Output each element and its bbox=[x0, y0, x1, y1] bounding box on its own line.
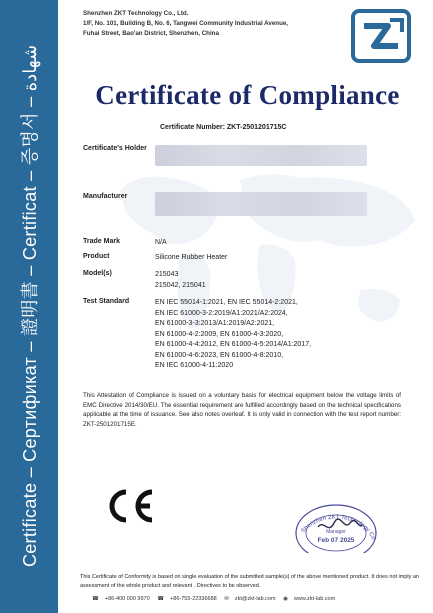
standard-item: EN IEC 61000-4-11:2020 bbox=[155, 362, 234, 369]
svg-text:Shenzhen ZKT Technology Co.: Shenzhen ZKT Technology Co bbox=[300, 514, 377, 541]
globe-icon: ◉ bbox=[283, 596, 288, 602]
issuer-header bbox=[83, 9, 343, 39]
models-label: Model(s) bbox=[83, 270, 112, 277]
models-line-1: 215043 bbox=[155, 271, 179, 278]
standard-item: EN IEC 55014-1:2021, EN IEC 55014-2:2021, bbox=[155, 299, 298, 306]
manufacturer-label: Manufacturer bbox=[83, 193, 128, 200]
standard-item: EN 61000-3-3:2013/A1:2019/A2:2021, bbox=[155, 320, 275, 327]
footer-contact bbox=[92, 596, 422, 602]
company-logo-icon bbox=[350, 8, 412, 64]
side-banner bbox=[0, 0, 58, 613]
models-value bbox=[155, 270, 206, 291]
attestation-paragraph: This Attestation of Compliance is issued on a voluntary basis for electrical equipment below the voltage limits of EMC Directive 2014/30/EU. The essential requirement are fulfilled accordingly based on the technical specifications applicable at the time of issuance. See also notes overleaf. It is only valid in connection with the test report number: ZKT-2501201715E. bbox=[83, 392, 401, 428]
footer-email[interactable]: zkt@zkt-lab.com bbox=[234, 596, 276, 602]
standard-item: EN IEC 61000-3-2:2019/A1:2021/A2:2024, bbox=[155, 309, 288, 317]
product-value: Silicone Rubber Heater bbox=[155, 254, 228, 261]
svg-text:Manager: Manager bbox=[326, 529, 346, 535]
redacted-holder bbox=[155, 145, 367, 166]
certificate-number: Certificate Number: ZKT-2501201715C bbox=[160, 124, 287, 131]
issuer-address-line-2: Fuhai Street, Bao'an District, Shenzhen, China bbox=[83, 30, 219, 37]
ce-mark-icon bbox=[104, 488, 156, 524]
certificate-title: Certificate of Compliance bbox=[95, 80, 400, 110]
holder-label: Certificate's Holder bbox=[83, 145, 147, 152]
standard-item: EN 61000-4-4:2012, EN 61000-4-5:2014/A1:2017, bbox=[155, 341, 312, 348]
trade-mark-value: N/A bbox=[155, 239, 167, 246]
product-label: Product bbox=[83, 253, 110, 260]
phone-icon: ☎ bbox=[92, 596, 99, 602]
email-icon: ✉ bbox=[224, 596, 229, 602]
fax-icon: ☎ bbox=[157, 596, 165, 602]
standard-item: EN 61000-4-6:2023, EN 61000-4-8:2010, bbox=[155, 351, 284, 359]
footer-disclaimer: This Certificate of Conformity is based on single evaluation of the submitted sample(s) of the above mentioned product. It does not imply an assessment of the whole product and relevant . Directives to be observed. bbox=[80, 574, 420, 589]
test-standard-label: Test Standard bbox=[83, 298, 130, 305]
footer-phone: +86-400 000 9970 bbox=[104, 596, 150, 602]
company-seal-stamp bbox=[288, 493, 384, 553]
footer-fax: +86-755-22336688 bbox=[170, 596, 217, 602]
redacted-manufacturer bbox=[155, 192, 367, 216]
standard-item: EN 61000-4-2:2009, EN 61000-4-3:2020, bbox=[155, 330, 284, 338]
issuer-name: Shenzhen ZKT Technology Co., Ltd. bbox=[83, 10, 189, 17]
trade-mark-label: Trade Mark bbox=[83, 238, 120, 245]
issuer-address-line-1: 1/F, No. 101, Building B, No. 6, Tangwei Community Industrial Avenue, bbox=[83, 20, 289, 27]
test-standard-list bbox=[155, 298, 311, 372]
side-banner-text: Certificate – Сертификат – 證明書 – Certificat – 증명서 – شهادة bbox=[20, 44, 40, 568]
svg-text:Feb 07 2025: Feb 07 2025 bbox=[317, 537, 355, 544]
models-line-2: 215042, 215041 bbox=[155, 281, 206, 289]
footer-website[interactable]: www.zkt-lab.com bbox=[293, 596, 336, 602]
